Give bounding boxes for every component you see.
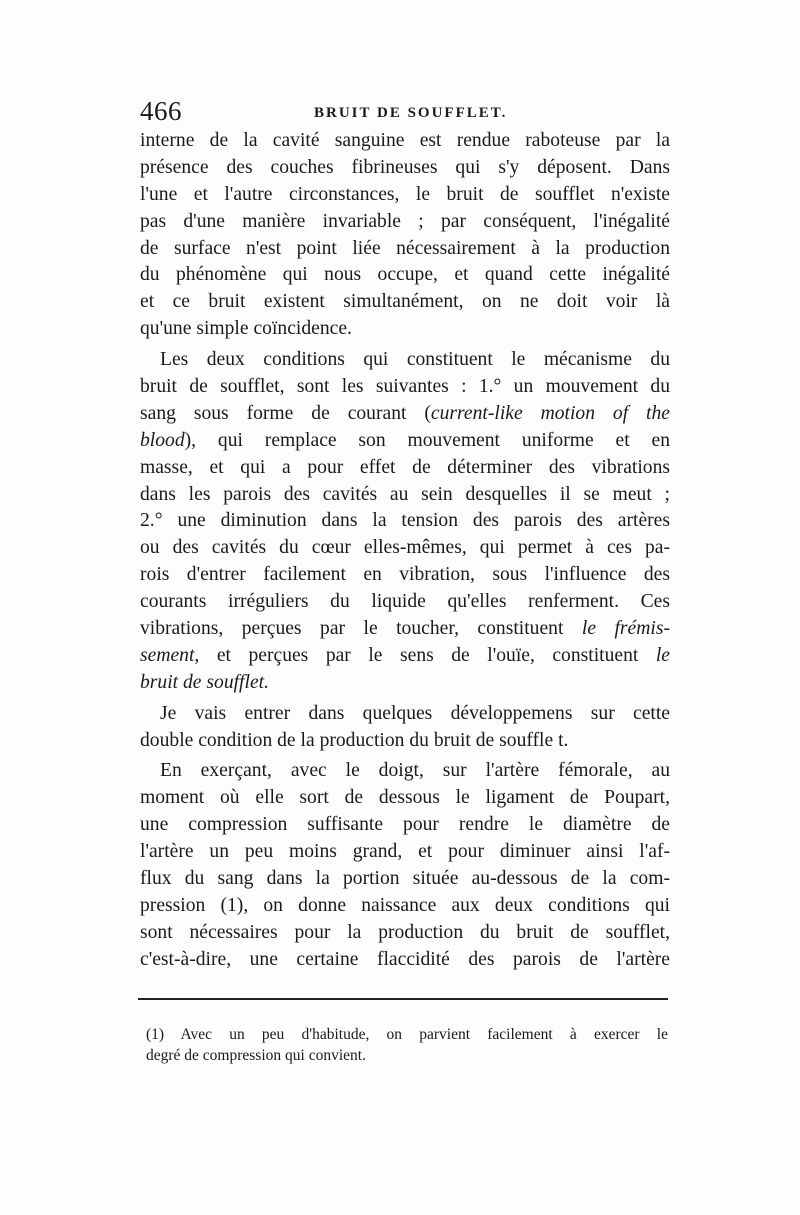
text-line: interne de la cavité sanguine est rendue raboteuse par la	[140, 130, 670, 151]
text-line: et ce bruit existent simultanément, on ne doit voir là	[140, 291, 670, 313]
text-line: l'une et l'autre circonstances, le bruit de soufflet n'existe	[140, 183, 670, 205]
footnote-rule	[138, 998, 668, 1000]
text-line: Les deux conditions qui constituent le mécanisme du	[160, 349, 670, 371]
text-line: présence des couches fibrineuses qui s'y déposent. Dans	[140, 156, 670, 178]
paragraph-2	[140, 347, 670, 697]
text-line: masse, et qui a pour effet de déterminer des vibrations	[140, 456, 670, 478]
text-line: pas d'une manière invariable ; par conséquent, l'inégalité	[140, 210, 670, 232]
running-title: BRUIT DE SOUFFLET.	[314, 105, 508, 121]
footnote	[146, 1024, 668, 1066]
english-term: blood	[140, 429, 185, 451]
text-line: l'artère un peu moins grand, et pour diminuer ainsi l'af-	[140, 841, 670, 863]
text-line: 2.° une diminution dans la tension des parois des artères	[140, 510, 670, 532]
text-line: de surface n'est point liée nécessairement à la production	[140, 237, 670, 259]
text-line	[140, 643, 670, 670]
text-line: courants irréguliers du liquide qu'elles renferment. Ces	[140, 591, 670, 613]
running-head	[140, 96, 670, 130]
text-line: ou des cavités du cœur elles-mêmes, qui permet à ces pa-	[140, 537, 670, 559]
text-line	[140, 616, 670, 643]
italic-term: le frémis-	[581, 618, 670, 640]
text-line	[140, 401, 670, 428]
footnote-line: (1) Avec un peu d'habitude, on parvient facilement à exercer le	[146, 1026, 668, 1043]
text-segment: ), qui remplace son mouvement uniforme et en	[184, 429, 670, 451]
paragraph-3	[140, 701, 670, 755]
text-segment: , et perçues par le sens de l'ouïe, constituent	[194, 644, 656, 666]
footnote-line: degré de compression qui convient.	[146, 1047, 366, 1064]
text-line: qu'une simple coïncidence.	[140, 318, 352, 340]
italic-term: sement	[140, 644, 195, 666]
text-line: c'est-à-dire, une certaine flaccidité des parois de l'artère	[140, 948, 670, 970]
body-text	[140, 128, 670, 974]
paragraph-4	[140, 758, 670, 973]
text-line: En exerçant, avec le doigt, sur l'artère fémorale, au	[160, 760, 670, 782]
text-line: du phénomène qui nous occupe, et quand cette inégalité	[140, 264, 670, 286]
paragraph-1	[140, 128, 670, 343]
text-line: Je vais entrer dans quelques développemens sur cette	[160, 702, 670, 724]
italic-term: le	[655, 644, 670, 666]
text-line: une compression suffisante pour rendre le diamètre de	[140, 814, 670, 836]
text-line: flux du sang dans la portion située au-dessous de la com-	[140, 868, 670, 890]
text-segment: sang sous forme de courant (	[140, 402, 431, 424]
text-segment: vibrations, perçues par le toucher, constituent	[140, 618, 582, 640]
text-line: double condition de la production du bruit de souffle t.	[140, 729, 569, 751]
text-line: pression (1), on donne naissance aux deux conditions qui	[140, 894, 670, 916]
text-line	[140, 670, 670, 697]
text-line: moment où elle sort de dessous le ligament de Poupart,	[140, 787, 670, 809]
text-line: rois d'entrer facilement en vibration, sous l'influence des	[140, 564, 670, 586]
text-line	[140, 428, 670, 455]
page-number: 466	[140, 96, 182, 126]
english-term: current-like motion of the	[430, 402, 670, 424]
italic-term: bruit de soufflet.	[140, 671, 269, 693]
text-line: sont nécessaires pour la production du bruit de soufflet,	[140, 921, 670, 943]
text-line: dans les parois des cavités au sein desquelles il se meut ;	[140, 483, 670, 505]
text-line: bruit de soufflet, sont les suivantes : 1.° un mouvement du	[140, 376, 670, 398]
